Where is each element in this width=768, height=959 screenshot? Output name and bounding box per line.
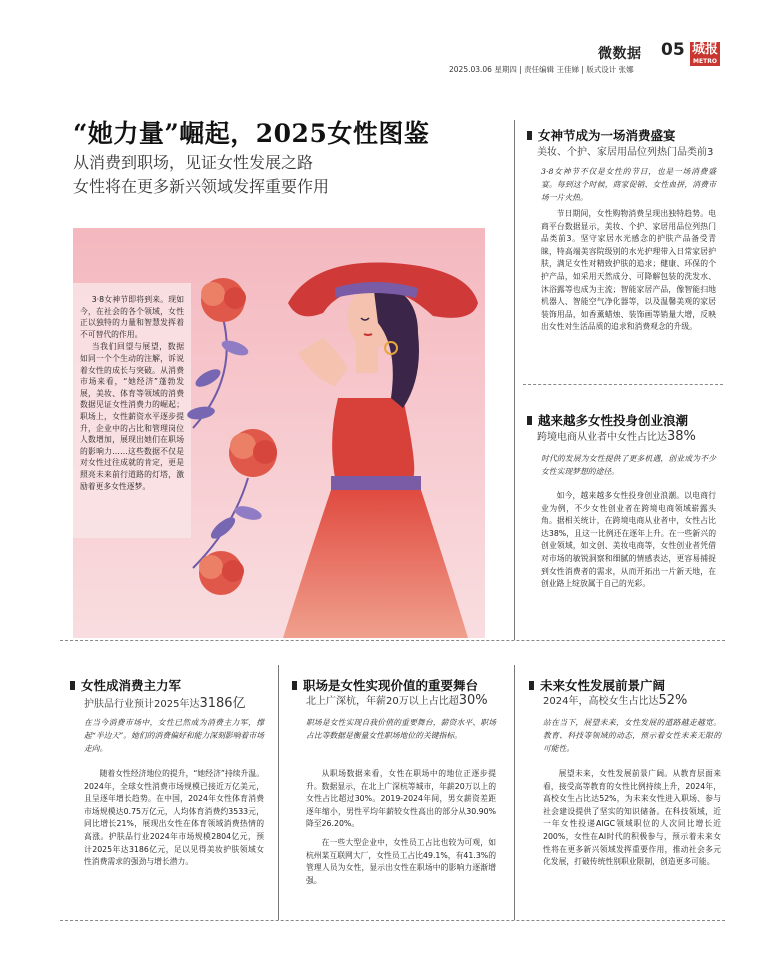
section-body xyxy=(541,490,716,597)
square-bullet-icon xyxy=(292,681,297,690)
section-intro: 职场是女性实现自我价值的重要舞台，薪资水平、职场占比等数据是衡量女性职场地位的关键指标。 xyxy=(306,718,496,740)
section-startup-heading xyxy=(527,411,688,429)
body-paragraph: 随着女性经济地位的提升，“她经济”持续升温。2024年，全球女性消费市场规模已接近万亿美元，且呈逐年增长趋势。在中国，2024年女性体育消费市场规模达0.75万亿元，人均体育消费约3533元，同比增长21%，展现出女性在体育领域消费热情的高涨。护肤品行业2024年市场规模2804亿元，预计2025年达3186亿元，足以见得美妆护肤领域女性消费需求的强劲与增长潜力。 xyxy=(84,769,264,867)
section-subtitle xyxy=(543,692,687,708)
subtitle-text: 2024年，高校女生占比达 xyxy=(543,696,659,707)
body-paragraph: 展望未来，女性发展前景广阔。从教育层面来看，接受高等教育的女性比例持续上升，2024年，高校女生占比达52%，为未来女性进入职场、参与社会建设提供了坚实的知识储备。在科技领域，近一年女性投递AIGC领域职位的人次同比增长近200%，女性在AI时代的积极参与，预示着未来女性将在更多新兴领域发挥重要作用，推动社会多元化发展，打破传统性别职业限制，创造更多可能。 xyxy=(543,769,721,867)
logo-sub: METRO xyxy=(690,58,720,66)
page-number: 05 xyxy=(661,40,685,60)
section-goddess-heading xyxy=(527,126,676,144)
body-paragraph: 从职场数据来看，女性在职场中的地位正逐步提升。数据显示，在北上广深杭等城市，年薪20万以上的女性占比超过30%。2019-2024年间，男女薪资差距逐年缩小，男性平均年薪较女性高出的部分从30.90%降至26.20%。 xyxy=(306,769,496,829)
section-divider xyxy=(523,384,723,385)
section-subtitle: 美妆、个护、家居用品位列热门品类前3 xyxy=(537,147,714,158)
lead-paragraph: 3·8女神节即将到来。现如今，在社会的各个领域，女性正以独特的力量和智慧发挥着不可替代的作用。 xyxy=(80,295,184,339)
section-body xyxy=(541,208,716,340)
section-divider xyxy=(60,920,725,921)
section-title: 未来女性发展前景广阔 xyxy=(540,678,666,693)
subtitle-number: 38% xyxy=(667,429,696,444)
section-intro: 3·8女神节不仅是女性的节日，也是一场消费盛宴。每到这个时候，商家促销、女性血拼，消费市场一片火热。 xyxy=(541,167,716,202)
section-title: 越来越多女性投身创业浪潮 xyxy=(538,413,689,428)
lead-subtitle-1: 从消费到职场，见证女性发展之路 xyxy=(73,153,314,172)
section-intro: 在当今消费市场中，女性已然成为消费主力军，撑起“半边天”。她们的消费偏好和能力深刻影响着市场走向。 xyxy=(84,718,264,753)
page-header xyxy=(0,0,768,80)
section-subtitle xyxy=(537,428,696,444)
column-divider xyxy=(514,120,515,640)
section-subtitle xyxy=(84,692,246,711)
column-divider xyxy=(278,665,279,920)
column-divider xyxy=(514,665,515,920)
section-divider xyxy=(60,640,725,641)
subtitle-number: 30% xyxy=(458,693,488,708)
section-body xyxy=(306,768,496,893)
section-name: 微数据 xyxy=(598,46,642,62)
subtitle-text: 北上广深杭，年薪20万以上占比超 xyxy=(306,696,459,707)
section-intro: 站在当下，展望未来，女性发展的道路越走越宽。教育、科技等领域的动态，预示着女性未来无限的可能性。 xyxy=(543,718,721,753)
body-paragraph: 如今，越来越多女性投身创业浪潮。以电商行业为例，不少女性创业者在跨境电商领域崭露头角。据相关统计，在跨境电商从业者中，女性占比达38%，且这一比例还在逐年上升。在一些新兴的创业领域，如文创、美妆电商等，女性创业者凭借对市场的敏锐洞察和细腻的情感表达，更容易捕捉到女性消费者的需求，从而开拓出一片新天地，在创业路上绽放属于自己的光彩。 xyxy=(541,491,716,589)
newspaper-logo xyxy=(690,42,720,66)
square-bullet-icon xyxy=(70,681,75,690)
lead-body xyxy=(80,294,184,493)
lead-subtitle-2: 女性将在更多新兴领域发挥重要作用 xyxy=(73,177,330,196)
section-subtitle xyxy=(306,692,488,708)
section-title: 女神节成为一场消费盛宴 xyxy=(538,128,676,143)
lead-paragraph: 当我们回望与展望，数据如同一个个生动的注解，诉说着女性的成长与突破。从消费市场来看，“她经济”蓬勃发展，美妆、体育等领域的消费数据见证女性消费力的崛起；职场上，女性薪资水平逐步提升，企业中的占比和管理岗位人数增加，展现出她们在职场的影响力……这些数据不仅是对女性过往成就的肯定，更是照亮未来前行道路的灯塔，激励着更多女性逐梦。 xyxy=(80,342,184,491)
issue-meta: 2025.03.06 星期四 | 责任编辑 王佳娣 | 版式设计 张娜 xyxy=(449,65,634,74)
subtitle-number: 52% xyxy=(658,693,688,708)
body-paragraph: 节日期间，女性购物消费呈现出独特趋势。电商平台数据显示，美妆、个护、家居用品位列热门品类前3。坚守家居水光感念的护肤产品备受青睐，特高端美容院级别的水光护理带入日常家居护肤，满足女性对精致护肤的追求；健康、环保的个护产品，如采用天然成分、可降解包装的洗发水、沐浴露等也成为主流；智能家居产品，像智能扫地机器人、智能空气净化器等，以及温馨美观的家居装饰用品，如香薰蜡烛、装饰画等销量大增，反映出女性对生活品质的追求和消费观念的升级。 xyxy=(541,209,716,332)
square-bullet-icon xyxy=(527,131,532,140)
section-title: 女性成消费主力军 xyxy=(81,678,182,693)
section-body xyxy=(84,768,264,875)
square-bullet-icon xyxy=(527,416,532,425)
section-title: 职场是女性实现价值的重要舞台 xyxy=(303,678,479,693)
subtitle-text: 跨境电商从业者中女性占比达 xyxy=(537,432,667,443)
logo-text: 城报 xyxy=(691,42,718,57)
subtitle-number: 3186亿 xyxy=(199,696,246,711)
section-intro: 时代的发展为女性提供了更多机遇，创业成为不少女性实现梦想的途径。 xyxy=(541,454,716,476)
flower-middle xyxy=(229,429,277,477)
body-paragraph: 在一些大型企业中，女性员工占比也较为可观，如杭州某互联网大厂，女性员工占比49.1%，有41.3%的管理人员为女性，显示出女性在职场中的影响力逐渐增强。 xyxy=(306,837,496,885)
subtitle-text: 护肤品行业预计2025年达 xyxy=(84,699,200,710)
lead-title: “她力量”崛起，2025女性图鉴 xyxy=(73,119,430,148)
square-bullet-icon xyxy=(529,681,534,690)
section-body xyxy=(543,768,721,875)
